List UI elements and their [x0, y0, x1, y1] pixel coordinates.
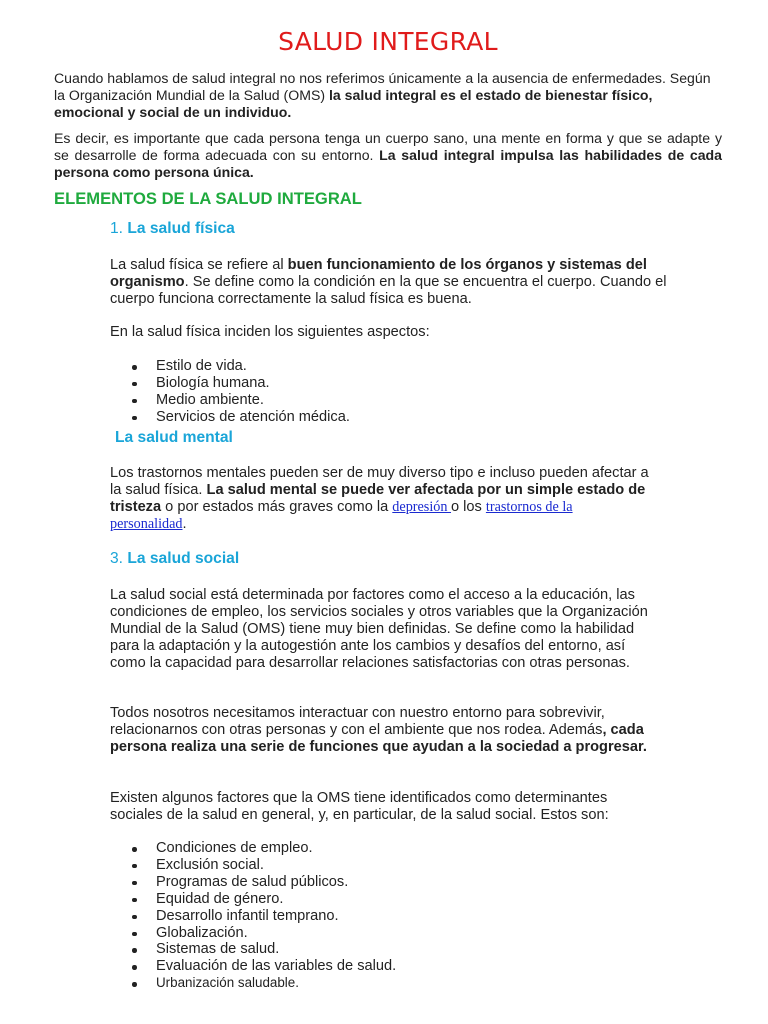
list-item: Programas de salud públicos. — [110, 874, 396, 891]
intro-2-bold: La salud integral impulsa las habilidades de cada persona como persona única. — [54, 146, 722, 180]
list-item: Exclusión social. — [110, 857, 396, 874]
social-p2-bold: , cada persona realiza una serie de funciones que ayudan a la sociedad a progresar. — [110, 722, 647, 755]
list-item: Globalización. — [110, 925, 396, 942]
intro-paragraph-2 — [54, 130, 722, 180]
social-paragraph-2 — [110, 705, 650, 756]
list-item: Medio ambiente. — [110, 392, 350, 409]
social-p2-text: Todos nosotros necesitamos interactuar con nuestro entorno para sobrevivir, relacionarnos con otras personas y con el ambiente que nos rodea. Además — [110, 705, 605, 738]
list-item: Biología humana. — [110, 375, 350, 392]
list-item: Equidad de género. — [110, 891, 396, 908]
list-item: Condiciones de empleo. — [110, 840, 396, 857]
fisica-aspects-list — [110, 358, 350, 426]
mental-text-tail: . — [182, 516, 187, 532]
document-title: SALUD INTEGRAL — [278, 27, 498, 56]
intro-paragraph-1 — [54, 70, 722, 120]
fisica-p1-tail: . Se define como la condición en la que se encuentra el cuerpo. Cuando el cuerpo funciona correctamente la salud física es buena. — [110, 274, 667, 307]
list-item: Urbanización saludable. — [110, 975, 396, 992]
heading-salud-fisica — [110, 220, 235, 238]
fisica-paragraph-2: En la salud física inciden los siguientes aspectos: — [110, 324, 430, 340]
intro-1-text: Cuando hablamos de salud integral no nos referimos únicamente a la ausencia de enfermedades. Según la Organización Mundial de la Salud (OMS) — [54, 70, 711, 103]
social-paragraph-3: Existen algunos factores que la OMS tiene identificados como determinantes sociales de la salud en general, y, en particular, de la salud social. Estos son: — [110, 790, 609, 823]
list-item: Sistemas de salud. — [110, 941, 396, 958]
list-item: Servicios de atención médica. — [110, 409, 350, 426]
mental-bold: La salud mental se puede ver afectada por un simple estado de tristeza — [110, 482, 646, 515]
mental-text-mid: o por estados más graves como la — [161, 499, 393, 515]
fisica-paragraph-1 — [110, 257, 670, 308]
link-depresion[interactable]: depresión — [392, 499, 452, 515]
mental-text: Los trastornos mentales pueden ser de muy diverso tipo e incluso pueden afectar a la salud física. — [110, 465, 649, 498]
list-item: Evaluación de las variables de salud. — [110, 958, 396, 975]
heading-text: La salud física — [127, 220, 235, 237]
list-item: Estilo de vida. — [110, 358, 350, 375]
heading-salud-mental: La salud mental — [115, 429, 233, 446]
fisica-p1-text: La salud física se refiere al — [110, 257, 288, 273]
social-paragraph-1: La salud social está determinada por factores como el acceso a la educación, las condiciones de empleo, los servicios sociales y otros variables que la Organización Mundial de la Salud (OMS) tiene muy bien definidas. Se define como la habilidad para la adaptación y la autogestión ante los cambios y desafíos del entorno, así como la capacidad para desarrollar relaciones satisfactorias con otras personas. — [110, 587, 648, 671]
heading-number: 3. — [110, 550, 124, 567]
fisica-p1-bold: buen funcionamiento de los órganos y sistemas del organismo — [110, 257, 647, 290]
intro-2-text: Es decir, es importante que cada persona tenga un cuerpo sano, una mente en forma y que se adapte y se desarrolle de forma adecuada con su entorno. — [54, 130, 722, 163]
intro-1-bold: la salud integral es el estado de bienestar físico, emocional y social de un individuo. — [54, 86, 653, 120]
mental-paragraph — [110, 465, 650, 533]
section-heading: ELEMENTOS DE LA SALUD INTEGRAL — [54, 189, 362, 208]
mental-text-mid2: o los — [451, 499, 486, 515]
heading-number: 1. — [110, 220, 124, 237]
heading-text: La salud social — [127, 550, 240, 567]
list-item: Desarrollo infantil temprano. — [110, 908, 396, 925]
link-trastornos-personalidad[interactable]: trastornos de la personalidad — [110, 499, 573, 532]
heading-salud-social — [110, 550, 239, 568]
social-determinants-list — [110, 840, 396, 992]
